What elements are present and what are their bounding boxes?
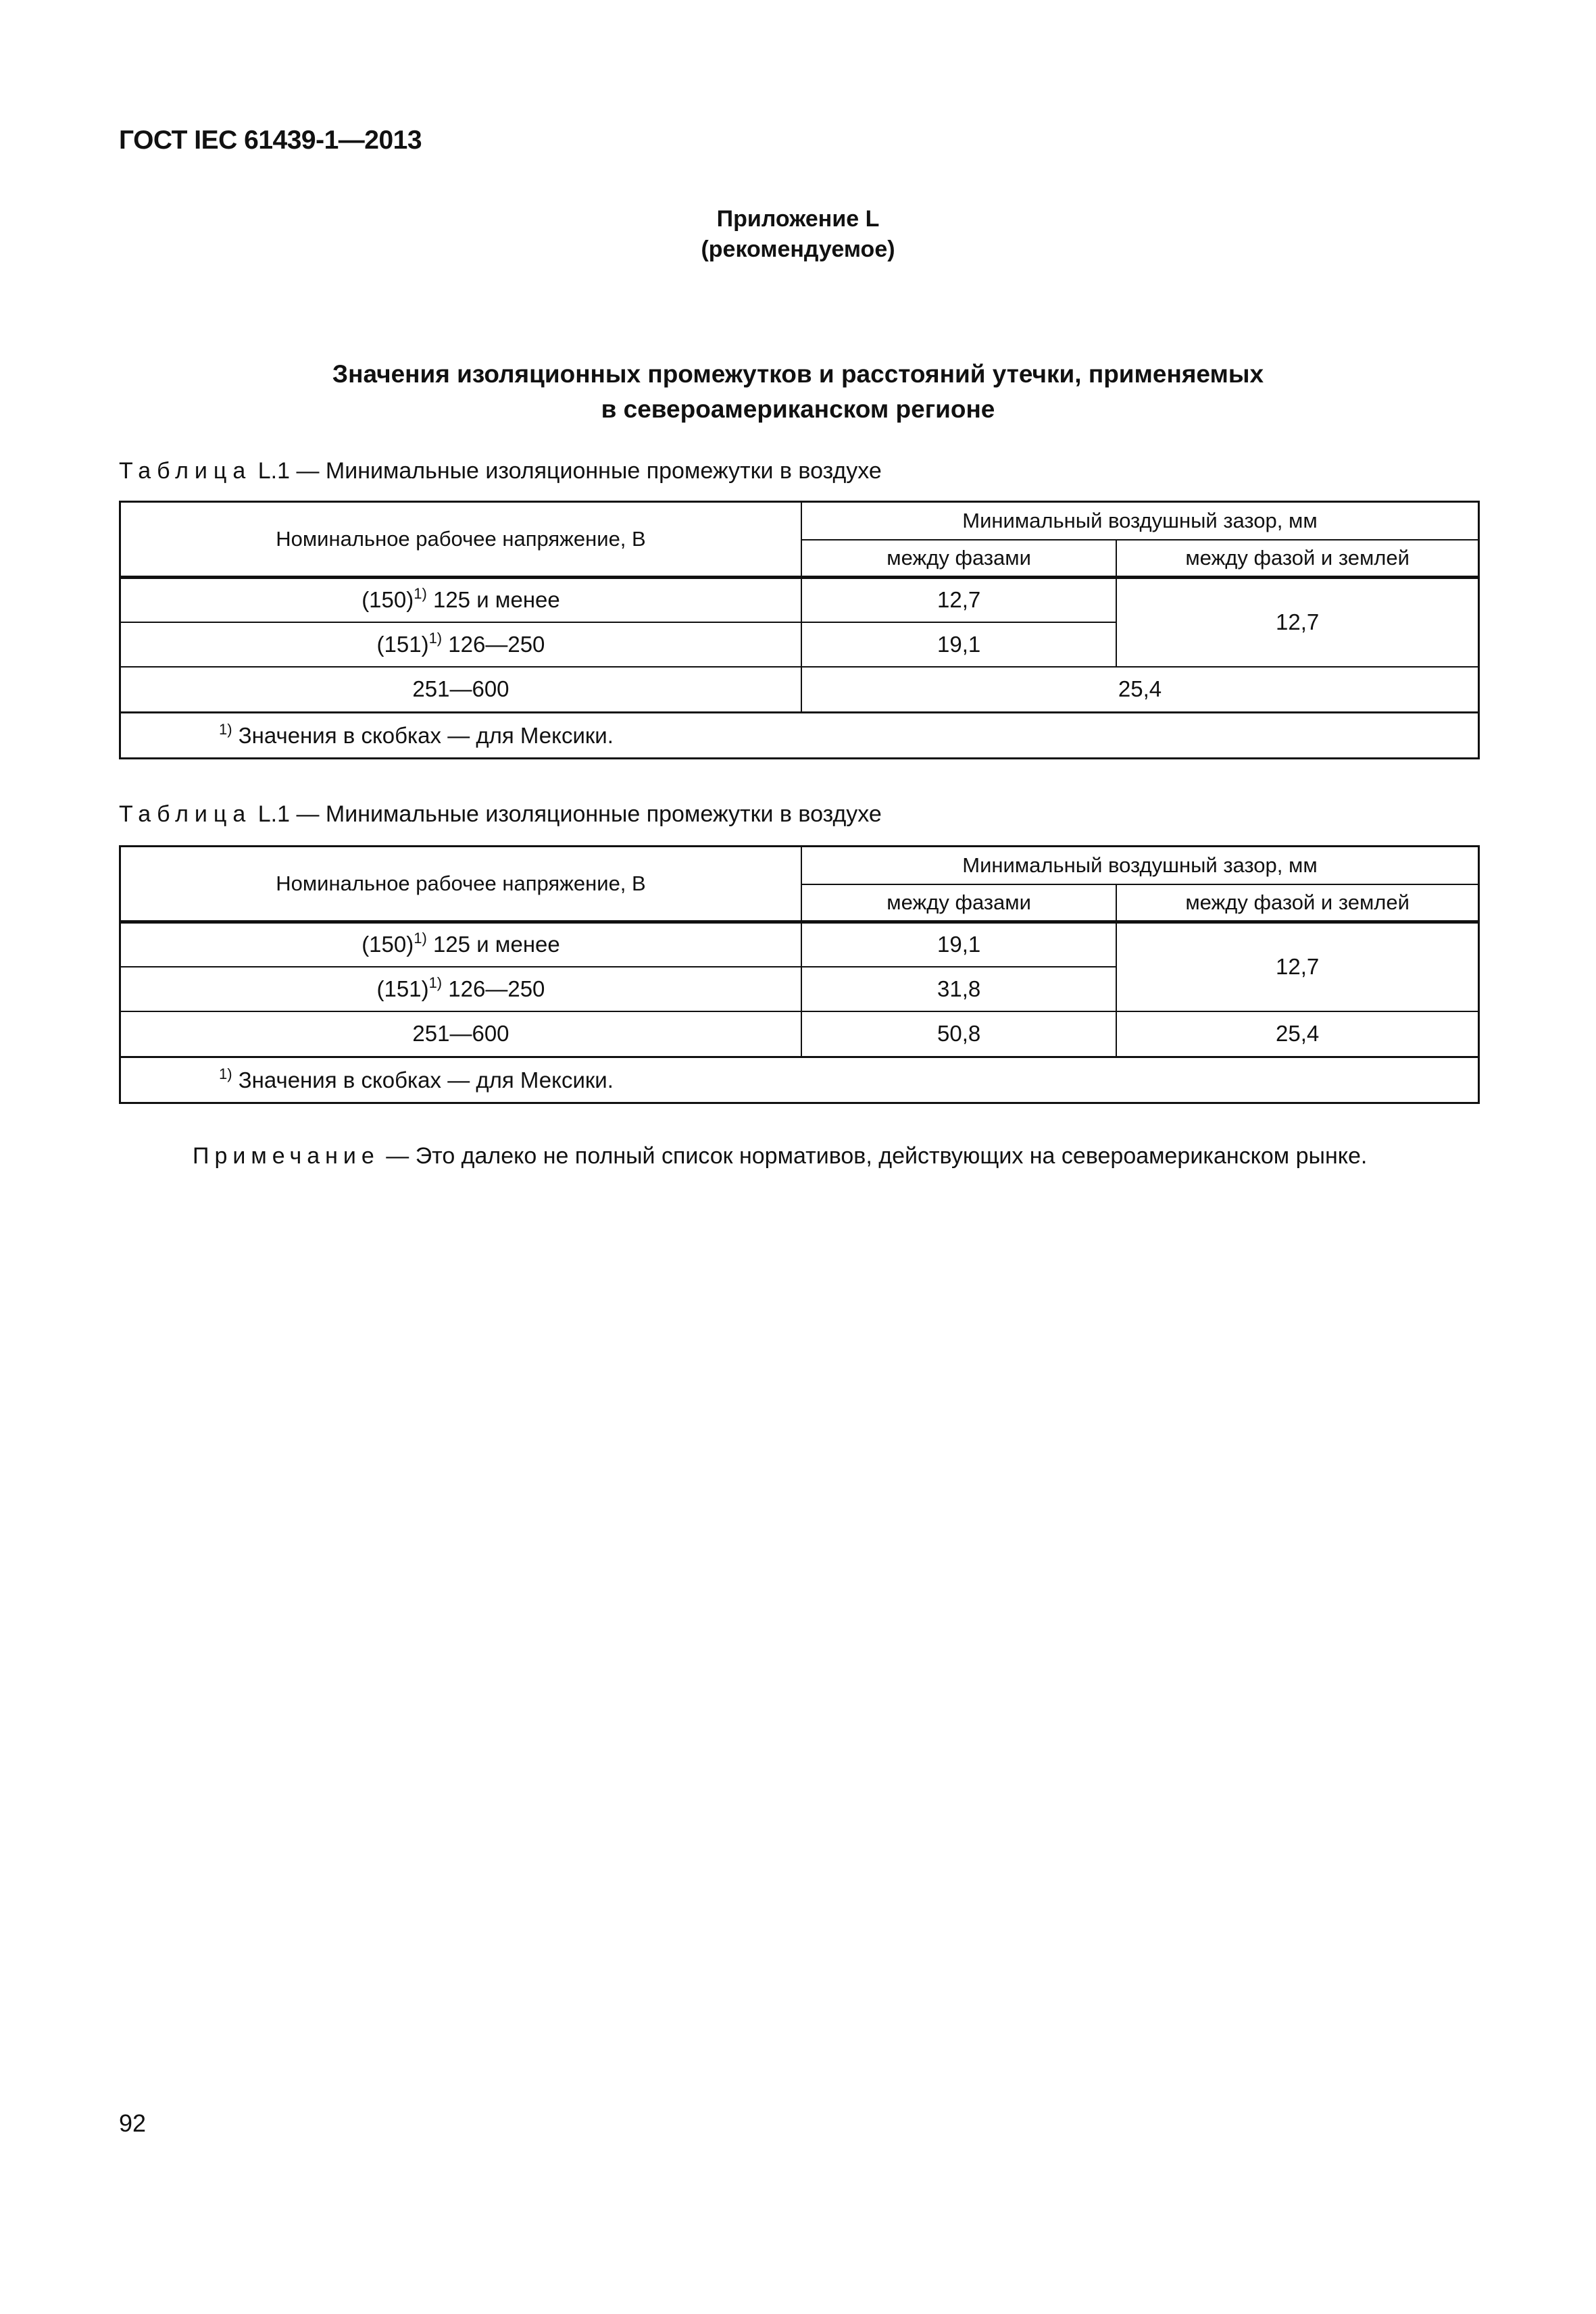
- table-1-header-row: [120, 502, 1479, 540]
- table-2-caption: [119, 801, 882, 828]
- table-1-footnote-row: [120, 713, 1479, 759]
- table-2: [119, 845, 1480, 1104]
- note: [193, 1143, 1367, 1169]
- table-1-header-clearance: Минимальный воздушный зазор, мм: [801, 502, 1479, 540]
- footnote-ref: 1): [414, 930, 427, 947]
- table-2-header-phase-earth: между фазой и землей: [1116, 884, 1478, 922]
- footnote-ref: 1): [414, 585, 427, 603]
- table-1-caption-text: L.1 — Минимальные изоляционные промежутки в воздухе: [251, 458, 882, 484]
- table-2-header-clearance: Минимальный воздушный зазор, мм: [801, 847, 1479, 884]
- table-row: [120, 667, 1479, 713]
- page-number: 92: [119, 2109, 147, 2137]
- voltage-range: 126—250: [442, 976, 545, 1001]
- table-1: [119, 501, 1480, 759]
- standard-designation: ГОСТ IEC 61439-1—2013: [119, 126, 422, 155]
- table-1-header-phase-phase: между фазами: [801, 540, 1116, 578]
- table-2-voltage-cell: 251—600: [120, 1011, 801, 1057]
- table-2-header-voltage: Номинальное рабочее напряжение, В: [120, 847, 801, 922]
- table-1-merged-cell: 25,4: [801, 667, 1479, 713]
- note-text: — Это далеко не полный список нормативов, действующих на североамериканском рынке.: [379, 1143, 1368, 1169]
- table-1-footnote: [120, 713, 1479, 759]
- footnote-ref: 1): [428, 629, 443, 647]
- voltage-paren: (151): [376, 976, 429, 1001]
- voltage-range: 125 и менее: [426, 587, 560, 613]
- table-1-caption: [119, 458, 882, 484]
- table-2-phase-cell: 19,1: [801, 922, 1116, 967]
- table-2-earth-cell: 12,7: [1116, 922, 1478, 1011]
- table-2-voltage-cell: [120, 922, 801, 967]
- voltage-paren: (150): [361, 932, 414, 957]
- table-1-voltage-cell: 251—600: [120, 667, 801, 713]
- annex-title: Приложение L: [716, 206, 880, 232]
- document-title-line-2: в североамериканском регионе: [601, 395, 995, 423]
- table-2-caption-text: L.1 — Минимальные изоляционные промежутки в воздухе: [251, 801, 882, 827]
- footnote-ref: 1): [428, 974, 443, 991]
- table-1-earth-cell: 12,7: [1116, 578, 1478, 667]
- voltage-range: 126—250: [442, 631, 545, 657]
- table-2-voltage-cell: [120, 967, 801, 1011]
- annex-status: (рекомендуемое): [701, 236, 895, 262]
- footnote-text: Значения в скобках — для Мексики.: [232, 722, 614, 748]
- footnote-text: Значения в скобках — для Мексики.: [232, 1067, 614, 1092]
- table-1-header-phase-earth: между фазой и землей: [1116, 540, 1478, 578]
- footnote-mark: 1): [219, 720, 232, 738]
- footnote-mark: 1): [219, 1065, 232, 1082]
- voltage-paren: (150): [361, 587, 414, 613]
- table-1-voltage-cell: [120, 578, 801, 622]
- table-1-header-voltage: Номинальное рабочее напряжение, В: [120, 502, 801, 578]
- table-2-footnote-row: [120, 1057, 1479, 1103]
- note-label: Примечание: [193, 1143, 380, 1169]
- table-2-earth-cell: 25,4: [1116, 1011, 1478, 1057]
- table-2-phase-cell: 50,8: [801, 1011, 1116, 1057]
- table-2-header-phase-phase: между фазами: [801, 884, 1116, 922]
- voltage-paren: (151): [376, 631, 429, 657]
- table-2-footnote: [120, 1057, 1479, 1103]
- table-1-voltage-cell: [120, 622, 801, 667]
- document-title-line-1: Значения изоляционных промежутков и расстояний утечки, применяемых: [332, 360, 1264, 388]
- table-row: [120, 578, 1479, 622]
- table-1-phase-cell: 12,7: [801, 578, 1116, 622]
- table-1-phase-cell: 19,1: [801, 622, 1116, 667]
- voltage-range: 125 и менее: [426, 932, 560, 957]
- table-1-caption-word: Таблица: [119, 458, 252, 484]
- table-row: [120, 922, 1479, 967]
- table-2-caption-word: Таблица: [119, 801, 252, 827]
- table-2-phase-cell: 31,8: [801, 967, 1116, 1011]
- table-2-header-row: [120, 847, 1479, 884]
- table-row: [120, 1011, 1479, 1057]
